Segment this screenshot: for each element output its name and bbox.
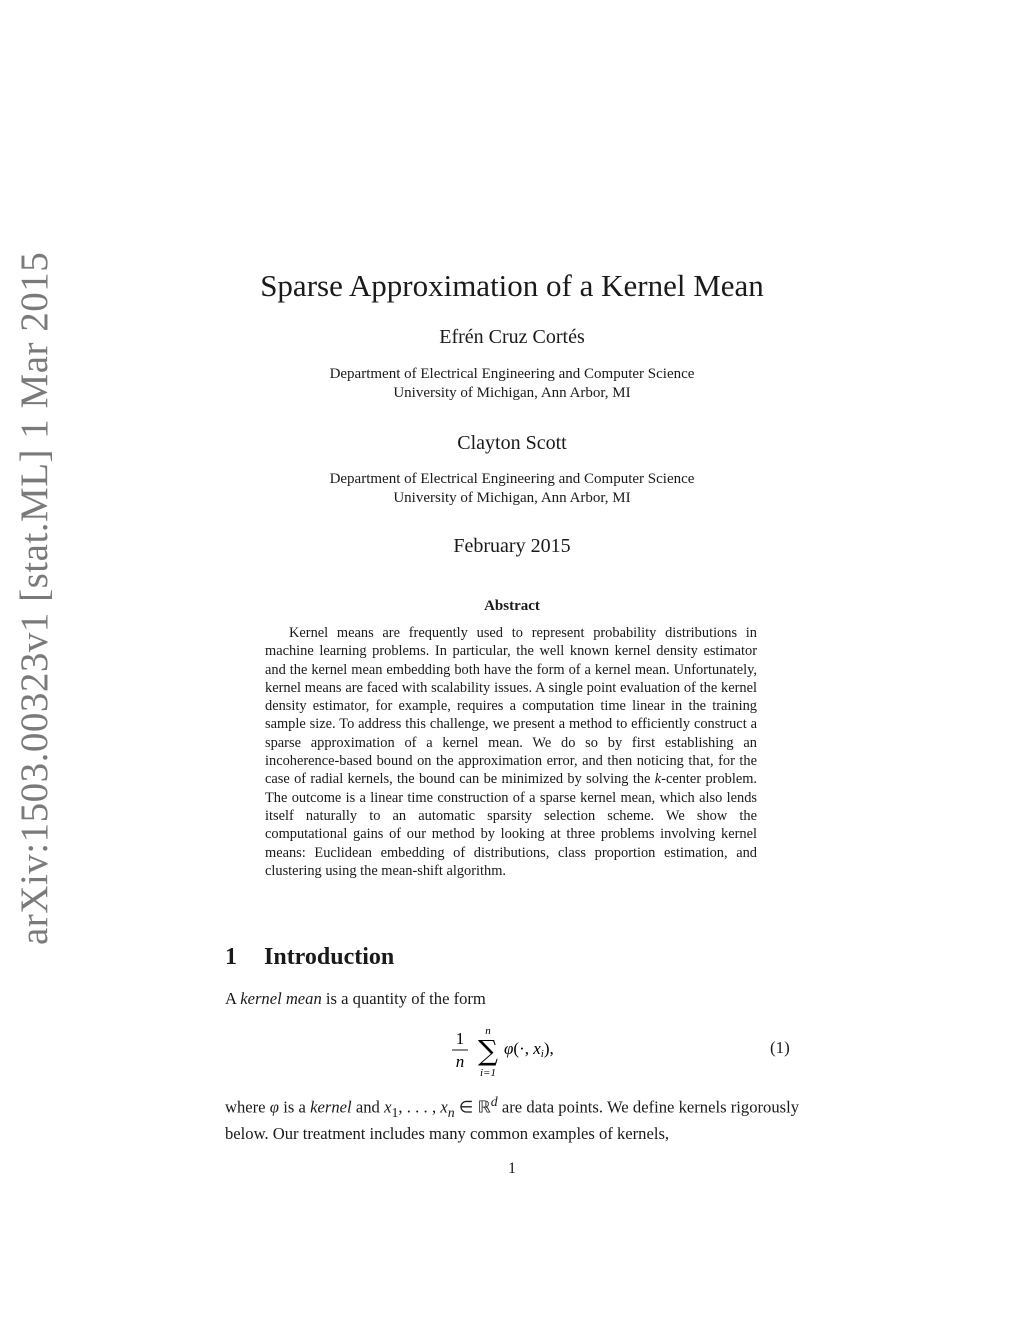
section-heading bbox=[225, 944, 394, 971]
body-paragraph: A kernel mean is a quantity of the form bbox=[225, 989, 486, 1008]
author-department: Department of Electrical Engineering and Computer Science bbox=[329, 471, 695, 487]
svg-text:1: 1 bbox=[455, 1029, 465, 1048]
kernel-mean-equation bbox=[450, 1020, 580, 1080]
paper-title: Sparse Approximation of a Kernel Mean bbox=[260, 268, 764, 303]
abstract-heading: Abstract bbox=[484, 598, 540, 614]
author-affiliation bbox=[0, 470, 1024, 508]
svg-text:∑: ∑ bbox=[478, 1034, 498, 1067]
author-institution: University of Michigan, Ann Arbor, MI bbox=[393, 385, 631, 401]
author-affiliation bbox=[0, 365, 1024, 403]
body-paragraph: where φ is a kernel and $x_1$, . . . , $x_n$ ∈ ℝ$^d$ are data points. We define kernels rigorously below. Our treatment includes many common examples of kernels, bbox=[225, 1094, 799, 1143]
author-department: Department of Electrical Engineering and Computer Science bbox=[329, 366, 695, 382]
abstract-text: Kernel means are frequently used to represent probability distributions in machine learning problems. In particular, the well known kernel density estimator and the kernel mean embedding both have the form of a kernel mean. Unfortunately, kernel means are faced with scalability issues. A single point evaluation of the kernel density estimator, for example, requires a computation time linear in the training sample size. To address this challenge, we present a method to efficiently construct a sparse approximation of a kernel mean. We do so by first establishing an incoherence-based bound on the approximation error, and then noticing that, for the case of radial kernels, the bound can be minimized by solving the k-center problem. The outcome is a linear time construction of a sparse kernel mean, which also lends itself naturally to an automatic sparsity selection scheme. We show the computational gains of our method by looking at three problems involving kernel means: Euclidean embedding of distributions, class proportion estimation, and clustering using the mean-shift algorithm. bbox=[265, 625, 758, 879]
arxiv-identifier-stamp: arXiv:1503.00323v1 [stat.ML] 1 Mar 2015 bbox=[13, 251, 56, 945]
section-title: Introduction bbox=[264, 944, 395, 970]
svg-text:n: n bbox=[455, 1052, 465, 1071]
author-institution: University of Michigan, Ann Arbor, MI bbox=[393, 490, 631, 506]
svg-text:n: n bbox=[485, 1025, 491, 1037]
author-name: Clayton Scott bbox=[457, 432, 567, 454]
svg-text:φ(·, xi),: φ(·, xi), bbox=[504, 1039, 554, 1060]
svg-text:i=1: i=1 bbox=[480, 1067, 496, 1079]
section-number: 1 bbox=[225, 944, 237, 970]
publication-date: February 2015 bbox=[453, 535, 571, 557]
equation-number: (1) bbox=[770, 1038, 790, 1057]
author-name: Efrén Cruz Cortés bbox=[439, 326, 585, 348]
page-number: 1 bbox=[508, 1160, 516, 1177]
